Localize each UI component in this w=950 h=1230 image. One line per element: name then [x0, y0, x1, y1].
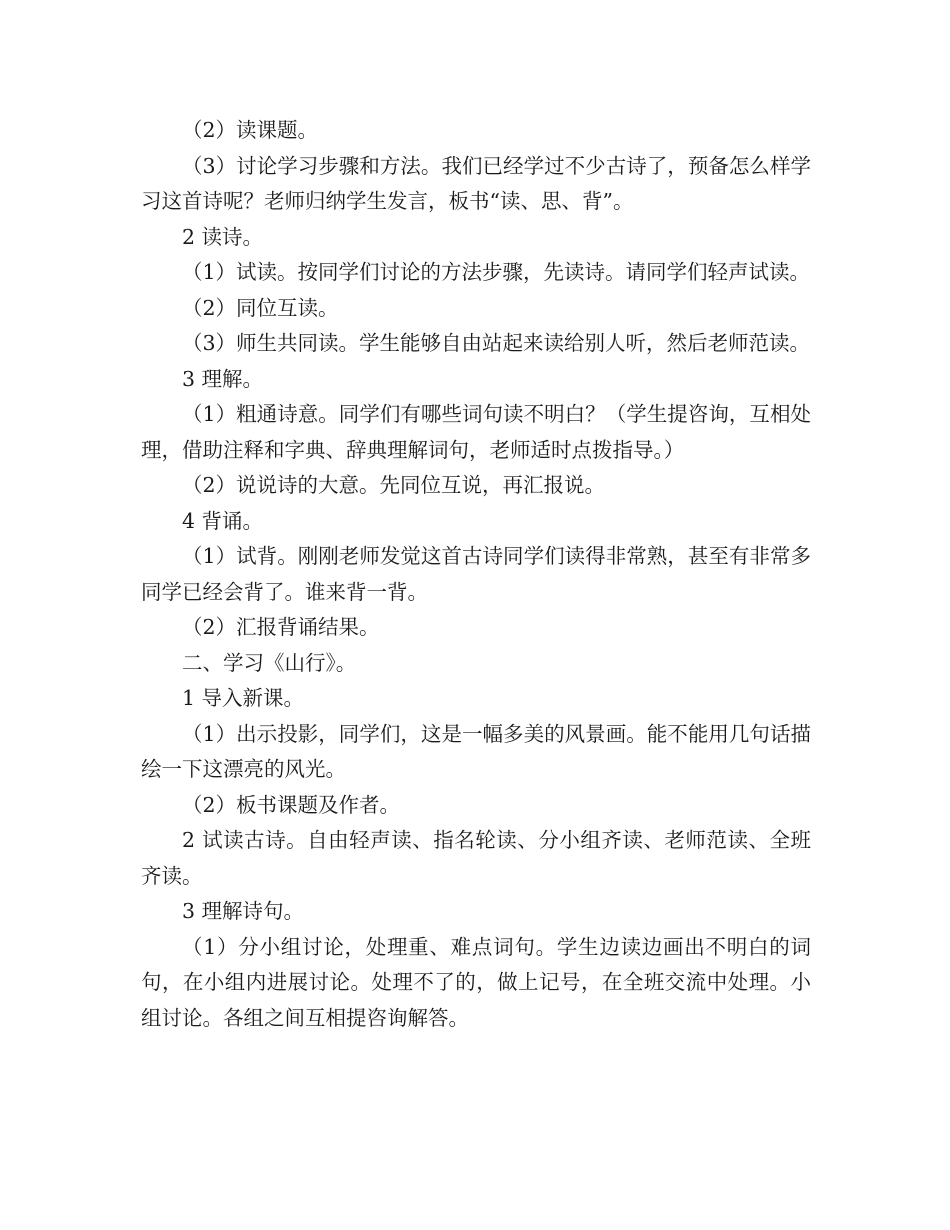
- paragraph: （2）板书课题及作者。: [182, 792, 401, 817]
- paragraph: （3）师生共同读。学生能够自由站起来读给别人听，然后老师范读。: [182, 331, 811, 355]
- paragraph: （2）同位互读。: [182, 295, 339, 320]
- section-heading: 二、学习《山行》。: [182, 650, 357, 675]
- paragraph: （1）出示投影，同学们，这是一幅多美的风景画。能不能用几句话描绘一下这漂亮的风光。: [141, 721, 811, 781]
- paragraph: （1）粗通诗意。同学们有哪些词句读不明白？（学生提咨询，互相处理，借助注释和字典、辞典理解词句，老师适时点拨指导。）: [141, 402, 811, 462]
- paragraph: （1）试读。按同学们讨论的方法步骤，先读诗。请同学们轻声试读。: [182, 260, 811, 284]
- paragraph: 3 理解诗句。: [182, 899, 305, 923]
- paragraph: 4 背诵。: [182, 508, 264, 533]
- paragraph: 2 试读古诗。自由轻声读、指名轮读、分小组齐读、老师范读、全班齐读。: [141, 828, 811, 888]
- paragraph: （2）读课题。: [182, 118, 319, 142]
- paragraph: （2）说说诗的大意。先同位互说，再汇报说。: [182, 473, 606, 497]
- paragraph: （3）讨论学习步骤和方法。我们已经学过不少古诗了，预备怎么样学习这首诗呢？老师归纳学生发言，板书“读、思、背”。: [141, 153, 811, 213]
- paragraph: 3 理解。: [182, 366, 264, 391]
- paragraph: 1 导入新课。: [182, 686, 305, 710]
- paragraph: （2）汇报背诵结果。: [182, 615, 380, 639]
- paragraph: （1）试背。刚刚老师发觉这首古诗同学们读得非常熟，甚至有非常多同学已经会背了。谁来背一背。: [141, 544, 811, 604]
- paragraph: （1）分小组讨论，处理重、难点词句。学生边读边画出不明白的词句，在小组内进展讨论。处理不了的，做上记号，在全班交流中处理。小组讨论。各组之间互相提咨询解答。: [141, 934, 811, 1030]
- document-body: [141, 113, 811, 1036]
- paragraph: 2 读诗。: [182, 224, 264, 249]
